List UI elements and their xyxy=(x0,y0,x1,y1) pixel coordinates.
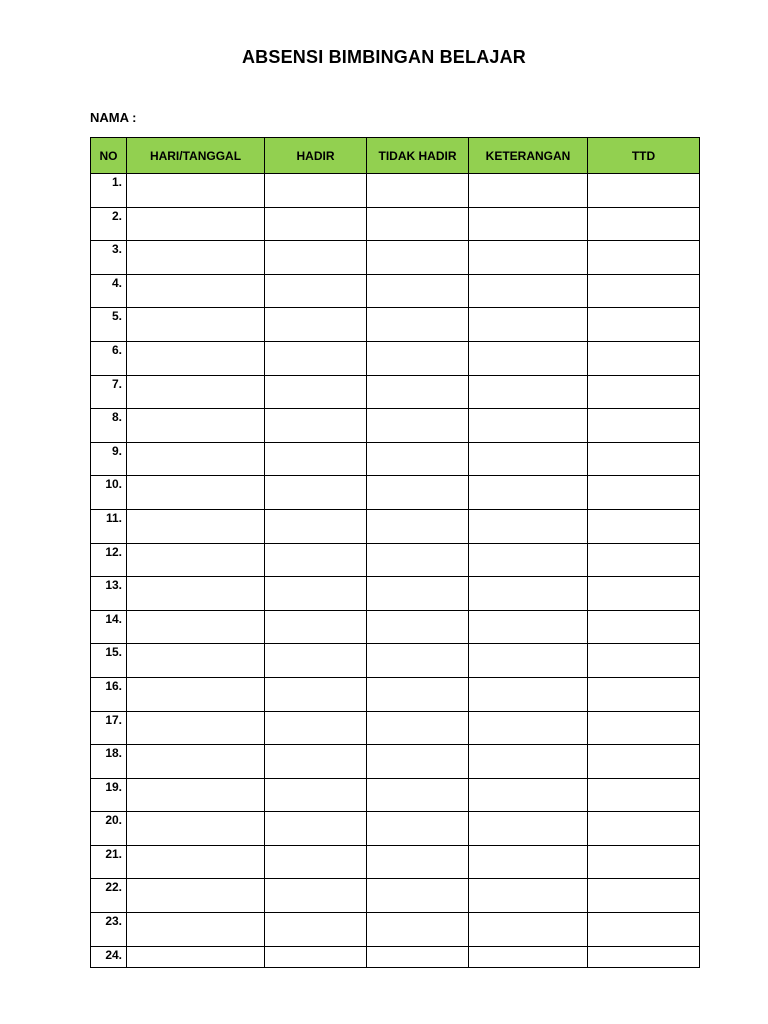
signature-cell xyxy=(588,274,700,308)
absent-cell xyxy=(367,341,469,375)
remarks-cell xyxy=(469,711,588,745)
table-row xyxy=(91,409,700,443)
signature-cell xyxy=(588,308,700,342)
signature-cell xyxy=(588,644,700,678)
present-cell xyxy=(265,174,367,208)
table-row xyxy=(91,543,700,577)
remarks-cell xyxy=(469,812,588,846)
date-cell xyxy=(127,577,265,611)
remarks-cell xyxy=(469,207,588,241)
absent-cell xyxy=(367,879,469,913)
row-number: 7. xyxy=(91,375,127,409)
date-cell xyxy=(127,778,265,812)
remarks-cell xyxy=(469,341,588,375)
table-row xyxy=(91,778,700,812)
table-row xyxy=(91,174,700,208)
date-cell xyxy=(127,879,265,913)
date-cell xyxy=(127,677,265,711)
absent-cell xyxy=(367,476,469,510)
date-cell xyxy=(127,610,265,644)
date-cell xyxy=(127,509,265,543)
remarks-cell xyxy=(469,409,588,443)
signature-cell xyxy=(588,577,700,611)
absent-cell xyxy=(367,711,469,745)
row-number: 14. xyxy=(91,610,127,644)
signature-cell xyxy=(588,812,700,846)
signature-cell xyxy=(588,711,700,745)
table-row xyxy=(91,442,700,476)
table-row xyxy=(91,610,700,644)
table-row xyxy=(91,812,700,846)
present-cell xyxy=(265,241,367,275)
absent-cell xyxy=(367,677,469,711)
signature-cell xyxy=(588,341,700,375)
absent-cell xyxy=(367,207,469,241)
column-header-signature: TTD xyxy=(588,138,700,174)
row-number: 12. xyxy=(91,543,127,577)
remarks-cell xyxy=(469,644,588,678)
date-cell xyxy=(127,274,265,308)
present-cell xyxy=(265,812,367,846)
row-number: 20. xyxy=(91,812,127,846)
table-row xyxy=(91,677,700,711)
table-row xyxy=(91,946,700,967)
present-cell xyxy=(265,577,367,611)
present-cell xyxy=(265,610,367,644)
row-number: 16. xyxy=(91,677,127,711)
table-row xyxy=(91,241,700,275)
date-cell xyxy=(127,241,265,275)
date-cell xyxy=(127,308,265,342)
table-row xyxy=(91,476,700,510)
remarks-cell xyxy=(469,509,588,543)
row-number: 21. xyxy=(91,845,127,879)
signature-cell xyxy=(588,409,700,443)
absent-cell xyxy=(367,778,469,812)
row-number: 23. xyxy=(91,913,127,947)
remarks-cell xyxy=(469,476,588,510)
remarks-cell xyxy=(469,543,588,577)
absent-cell xyxy=(367,375,469,409)
table-row xyxy=(91,308,700,342)
signature-cell xyxy=(588,241,700,275)
remarks-cell xyxy=(469,241,588,275)
name-label: NAMA : xyxy=(90,110,137,125)
signature-cell xyxy=(588,778,700,812)
present-cell xyxy=(265,308,367,342)
present-cell xyxy=(265,509,367,543)
present-cell xyxy=(265,778,367,812)
absent-cell xyxy=(367,509,469,543)
table-header-row xyxy=(91,138,700,174)
date-cell xyxy=(127,913,265,947)
absent-cell xyxy=(367,409,469,443)
present-cell xyxy=(265,745,367,779)
date-cell xyxy=(127,812,265,846)
absent-cell xyxy=(367,913,469,947)
row-number: 1. xyxy=(91,174,127,208)
table-row xyxy=(91,913,700,947)
date-cell xyxy=(127,174,265,208)
absent-cell xyxy=(367,946,469,967)
remarks-cell xyxy=(469,677,588,711)
present-cell xyxy=(265,274,367,308)
absent-cell xyxy=(367,274,469,308)
date-cell xyxy=(127,409,265,443)
column-header-no: NO xyxy=(91,138,127,174)
row-number: 9. xyxy=(91,442,127,476)
remarks-cell xyxy=(469,577,588,611)
date-cell xyxy=(127,442,265,476)
remarks-cell xyxy=(469,745,588,779)
signature-cell xyxy=(588,442,700,476)
present-cell xyxy=(265,946,367,967)
row-number: 17. xyxy=(91,711,127,745)
absent-cell xyxy=(367,577,469,611)
table-row xyxy=(91,711,700,745)
absent-cell xyxy=(367,174,469,208)
present-cell xyxy=(265,711,367,745)
row-number: 5. xyxy=(91,308,127,342)
absent-cell xyxy=(367,442,469,476)
signature-cell xyxy=(588,476,700,510)
absent-cell xyxy=(367,241,469,275)
absent-cell xyxy=(367,644,469,678)
table-row xyxy=(91,509,700,543)
signature-cell xyxy=(588,375,700,409)
signature-cell xyxy=(588,845,700,879)
remarks-cell xyxy=(469,442,588,476)
signature-cell xyxy=(588,509,700,543)
remarks-cell xyxy=(469,308,588,342)
row-number: 4. xyxy=(91,274,127,308)
present-cell xyxy=(265,207,367,241)
signature-cell xyxy=(588,946,700,967)
row-number: 8. xyxy=(91,409,127,443)
remarks-cell xyxy=(469,778,588,812)
present-cell xyxy=(265,845,367,879)
attendance-table xyxy=(90,137,700,968)
document-title: ABSENSI BIMBINGAN BELAJAR xyxy=(241,47,527,67)
absent-cell xyxy=(367,543,469,577)
remarks-cell xyxy=(469,610,588,644)
date-cell xyxy=(127,207,265,241)
remarks-cell xyxy=(469,274,588,308)
row-number: 24. xyxy=(91,946,127,967)
table-row xyxy=(91,341,700,375)
row-number: 2. xyxy=(91,207,127,241)
column-header-present: HADIR xyxy=(265,138,367,174)
row-number: 22. xyxy=(91,879,127,913)
row-number: 3. xyxy=(91,241,127,275)
date-cell xyxy=(127,644,265,678)
remarks-cell xyxy=(469,913,588,947)
present-cell xyxy=(265,409,367,443)
table-row xyxy=(91,879,700,913)
date-cell xyxy=(127,341,265,375)
present-cell xyxy=(265,442,367,476)
signature-cell xyxy=(588,677,700,711)
absent-cell xyxy=(367,308,469,342)
present-cell xyxy=(265,879,367,913)
column-header-absent: TIDAK HADIR xyxy=(367,138,469,174)
signature-cell xyxy=(588,543,700,577)
row-number: 6. xyxy=(91,341,127,375)
date-cell xyxy=(127,711,265,745)
row-number: 10. xyxy=(91,476,127,510)
remarks-cell xyxy=(469,174,588,208)
remarks-cell xyxy=(469,375,588,409)
signature-cell xyxy=(588,879,700,913)
table-row xyxy=(91,845,700,879)
present-cell xyxy=(265,476,367,510)
signature-cell xyxy=(588,610,700,644)
absent-cell xyxy=(367,745,469,779)
date-cell xyxy=(127,375,265,409)
remarks-cell xyxy=(469,845,588,879)
remarks-cell xyxy=(469,879,588,913)
present-cell xyxy=(265,543,367,577)
row-number: 11. xyxy=(91,509,127,543)
table-row xyxy=(91,745,700,779)
signature-cell xyxy=(588,207,700,241)
row-number: 18. xyxy=(91,745,127,779)
table-row xyxy=(91,577,700,611)
signature-cell xyxy=(588,913,700,947)
row-number: 15. xyxy=(91,644,127,678)
present-cell xyxy=(265,677,367,711)
column-header-remarks: KETERANGAN xyxy=(469,138,588,174)
date-cell xyxy=(127,476,265,510)
row-number: 13. xyxy=(91,577,127,611)
table-body xyxy=(91,174,700,968)
present-cell xyxy=(265,913,367,947)
table-row xyxy=(91,274,700,308)
date-cell xyxy=(127,745,265,779)
present-cell xyxy=(265,341,367,375)
table-row xyxy=(91,644,700,678)
signature-cell xyxy=(588,174,700,208)
absent-cell xyxy=(367,812,469,846)
absent-cell xyxy=(367,610,469,644)
table-row xyxy=(91,207,700,241)
table-row xyxy=(91,375,700,409)
absent-cell xyxy=(367,845,469,879)
date-cell xyxy=(127,543,265,577)
date-cell xyxy=(127,845,265,879)
remarks-cell xyxy=(469,946,588,967)
row-number: 19. xyxy=(91,778,127,812)
signature-cell xyxy=(588,745,700,779)
date-cell xyxy=(127,946,265,967)
present-cell xyxy=(265,644,367,678)
present-cell xyxy=(265,375,367,409)
column-header-date: HARI/TANGGAL xyxy=(127,138,265,174)
